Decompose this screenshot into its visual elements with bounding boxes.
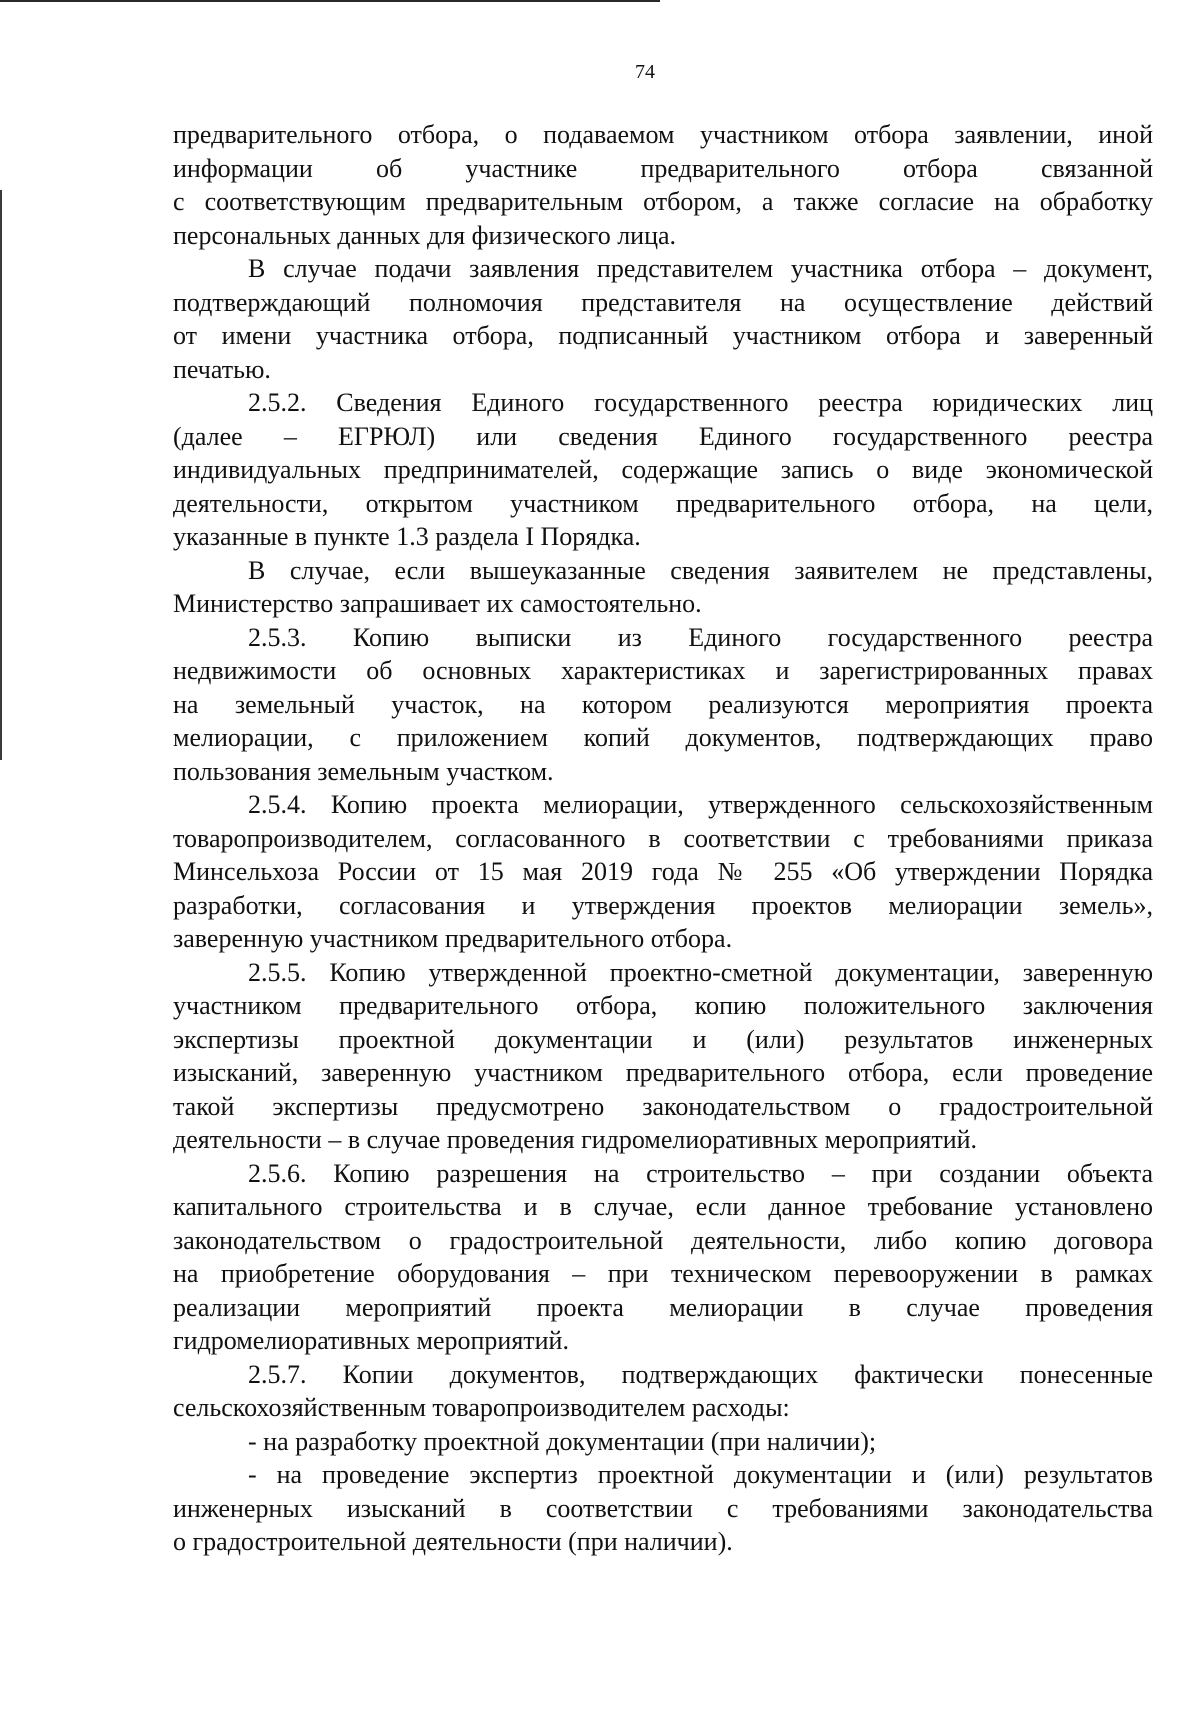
text-line: о градостроительной деятельности (при наличии).	[173, 1527, 733, 1556]
text-line: от имени участника отбора, подписанный участником отбора и заверенный	[173, 321, 1153, 350]
paragraph	[173, 956, 1153, 1157]
text-line: 2.5.3. Копию выписки из Единого государственного реестра	[248, 622, 1153, 652]
text-line: деятельности, открытом участником предварительного отбора, на цели,	[173, 488, 1153, 518]
text-line: товаропроизводителем, согласованного в соответствии с требованиями приказа	[173, 823, 1153, 853]
text-line: реализации мероприятий проекта мелиорации в случае проведения	[173, 1292, 1153, 1322]
text-line: капитального строительства и в случае, если данное требование установлено	[173, 1192, 1153, 1221]
text-line: печатью.	[173, 354, 271, 384]
paragraph	[173, 1425, 1153, 1459]
paragraph	[173, 621, 1153, 789]
text-line: заверенную участником предварительного отбора.	[173, 924, 733, 953]
paragraph	[173, 252, 1153, 386]
text-line: 2.5.5. Копию утвержденной проектно-сметной документации, заверенную	[248, 957, 1153, 987]
text-line: В случае подачи заявления представителем участника отбора – документ,	[248, 254, 1153, 283]
text-line: такой экспертизы предусмотрено законодательством о градостроительной	[173, 1091, 1153, 1121]
text-line: - на проведение экспертиз проектной документации и (или) результатов	[248, 1460, 1153, 1489]
document-body	[173, 118, 1153, 1559]
text-line: участником предварительного отбора, копию положительного заключения	[173, 991, 1153, 1020]
text-line: разработки, согласования и утверждения проектов мелиорации земель»,	[173, 890, 1153, 920]
text-line: инженерных изысканий в соответствии с требованиями законодательства	[173, 1493, 1153, 1523]
text-line: мелиорации, с приложением копий документов, подтверждающих право	[173, 723, 1153, 752]
text-line: индивидуальных предпринимателей, содержащие запись о виде экономической	[173, 455, 1153, 484]
scan-edge-top	[0, 0, 660, 2]
page-number: 74	[635, 61, 655, 83]
text-line: указанные в пункте 1.3 раздела I Порядка.	[173, 522, 641, 551]
scan-edge-left	[0, 190, 2, 760]
text-line: предварительного отбора, о подаваемом участником отбора заявлении, иной	[173, 120, 1153, 149]
text-line: деятельности – в случае проведения гидромелиоративных мероприятий.	[173, 1125, 978, 1154]
text-line: 2.5.6. Копию разрешения на строительство – при создании объекта	[248, 1158, 1153, 1188]
text-line: экспертизы проектной документации и (или) результатов инженерных	[173, 1024, 1153, 1054]
text-line: 2.5.4. Копию проекта мелиорации, утвержденного сельскохозяйственным	[248, 790, 1153, 819]
paragraph	[173, 1458, 1153, 1559]
text-line: подтверждающий полномочия представителя на осуществление действий	[173, 287, 1153, 317]
text-line: Министерство запрашивает их самостоятельно.	[173, 589, 702, 618]
text-line: (далее – ЕГРЮЛ) или сведения Единого государственного реестра	[173, 421, 1153, 451]
text-line: информации об участнике предварительного отбора связанной	[173, 153, 1153, 183]
text-line: - на разработку проектной документации (при наличии);	[248, 1426, 877, 1456]
text-line: пользования земельным участком.	[173, 756, 554, 786]
text-line: на приобретение оборудования – при техническом перевооружении в рамках	[173, 1259, 1153, 1288]
paragraph	[173, 554, 1153, 621]
text-line: В случае, если вышеуказанные сведения заявителем не представлены,	[248, 555, 1153, 585]
text-line: с соответствующим предварительным отбором, а также согласие на обработку	[173, 187, 1153, 216]
text-line: 2.5.7. Копии документов, подтверждающих фактически понесенные	[248, 1359, 1153, 1389]
text-line: изысканий, заверенную участником предварительного отбора, если проведение	[173, 1058, 1153, 1087]
text-line: недвижимости об основных характеристиках и зарегистрированных правах	[173, 656, 1153, 685]
text-line: Минсельхоза России от 15 мая 2019 года № 255 «Об утверждении Порядка	[173, 857, 1153, 886]
text-line: персональных данных для физического лица.	[173, 220, 677, 250]
text-line: 2.5.2. Сведения Единого государственного реестра юридических лиц	[248, 388, 1153, 417]
paragraph	[173, 788, 1153, 956]
text-line: на земельный участок, на котором реализуются мероприятия проекта	[173, 689, 1153, 719]
text-line: гидромелиоративных мероприятий.	[173, 1326, 569, 1355]
paragraph	[173, 1358, 1153, 1425]
text-line: законодательством о градостроительной деятельности, либо копию договора	[173, 1225, 1153, 1255]
paragraph	[173, 1157, 1153, 1358]
paragraph	[173, 386, 1153, 554]
text-line: сельскохозяйственным товаропроизводителем расходы:	[173, 1393, 790, 1422]
paragraph	[173, 118, 1153, 252]
